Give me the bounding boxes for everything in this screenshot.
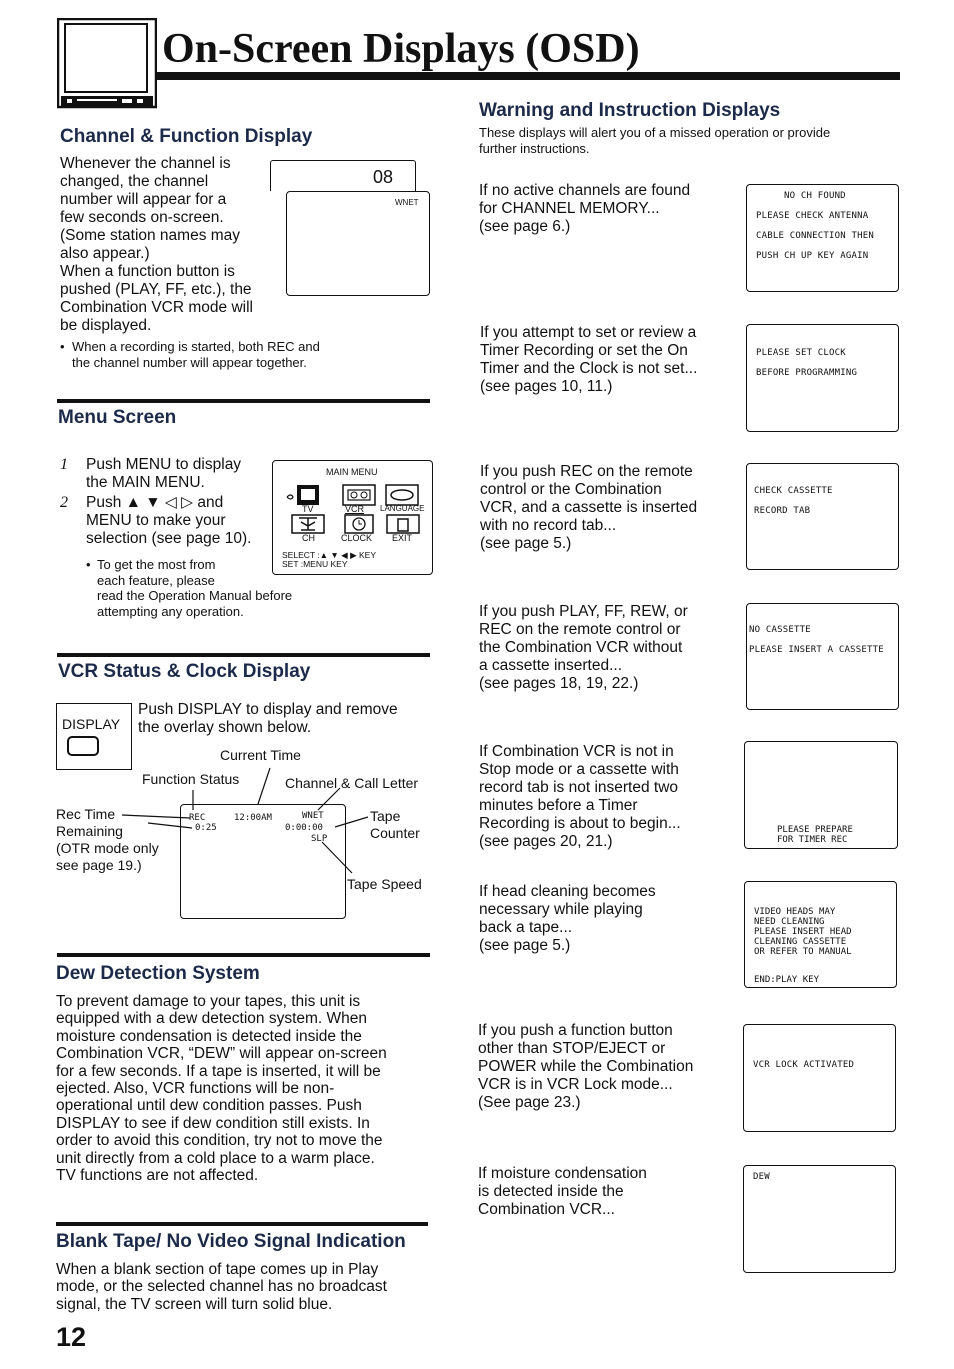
vcr-status-desc: Push DISPLAY to display and remove the overlay shown below.	[138, 701, 398, 736]
warning-text-1: If no active channels are found for CHANNEL MEMORY... (see page 6.)	[479, 182, 691, 235]
vcr-status-heading: VCR Status & Clock Display	[58, 661, 311, 682]
blank-text: When a blank section of tape comes up in Play mode, or the selected channel has no broadcast signal, the TV screen will turn solid blue.	[56, 1261, 387, 1313]
page-title: On-Screen Displays (OSD)	[162, 26, 640, 72]
tv-menu-label: TV	[302, 504, 314, 514]
exit-menu-label: EXIT	[392, 533, 413, 543]
warning-screen-8	[743, 1165, 896, 1273]
warning-text-3: If you push REC on the remote control or the Combination VCR, and a cassette is inserted with no record tab... (see page 5.)	[480, 463, 698, 552]
tape-speed-label: Tape Speed	[347, 876, 422, 892]
display-button-label: DISPLAY	[62, 716, 121, 732]
blank-rule	[56, 1222, 428, 1226]
osd-station: WNET	[302, 811, 324, 821]
warning-text-4: If you push PLAY, FF, REW, or REC on the remote control or the Combination VCR without a cassette inserted... (see pages 18, 19, 22.)	[479, 603, 688, 692]
main-menu-title: MAIN MENU	[326, 467, 378, 477]
osd-counter: 0:00:00	[285, 823, 323, 833]
warning-osd-8: DEW	[753, 1172, 770, 1182]
menu-heading: Menu Screen	[58, 407, 177, 428]
warning-osd-5: PLEASE PREPARE FOR TIMER REC	[777, 825, 853, 845]
warning-screen-1	[746, 184, 899, 292]
channel-note: • When a recording is started, both REC and the channel number will appear together.	[60, 339, 320, 370]
osd-rec: REC	[189, 813, 206, 823]
warning-text-8: If moisture condensation is detected inside the Combination VCR...	[478, 1165, 647, 1218]
dew-text: To prevent damage to your tapes, this unit is equipped with a dew detection system. When moisture condensation is detected inside the Combination VCR, “DEW” will appear on-screen for a few seconds. If a tape is inserted, it will be ejected. Also, VCR functions will be non- operational until dew condition passes. Push DISPLAY to see if dew condition still exists. In order to avoid this condition, try not to move the unit directly from a cold place to a warm place. TV functions are not affected.	[56, 993, 387, 1185]
warning-intro: These displays will alert you of a missed operation or provide further instructions.	[479, 125, 831, 156]
warning-osd-2: PLEASE SET CLOCK BEFORE PROGRAMMING	[756, 348, 858, 378]
menu-step2-number: 2	[60, 494, 68, 511]
warning-screen-7	[743, 1024, 896, 1132]
blank-heading: Blank Tape/ No Video Signal Indication	[56, 1231, 406, 1252]
warning-text-6: If head cleaning becomes necessary while playing back a tape... (see page 5.)	[479, 883, 656, 954]
dew-heading: Dew Detection System	[56, 963, 260, 984]
menu-note: • To get the most from each feature, please read the Operation Manual before attempting any operation.	[86, 557, 293, 619]
warning-heading: Warning and Instruction Displays	[479, 100, 781, 121]
language-menu-label: LANGUAGE	[380, 504, 425, 513]
menu-step2-text: Push ▲ ▼ ◁ ▷ and MENU to make your selection (see page 10).	[86, 494, 252, 547]
channel-number: 08	[373, 167, 394, 187]
rec-time-label: Rec Time Remaining (OTR mode only see page 19.)	[56, 806, 159, 873]
warning-screen-5	[744, 741, 898, 849]
warning-screen-2	[746, 324, 899, 432]
function-status-label: Function Status	[142, 771, 240, 787]
select-key-line: SELECT :▲ ▼ ◀ ▶ KEY	[282, 550, 376, 560]
warning-osd-6: VIDEO HEADS MAY NEED CLEANING PLEASE INSERT HEAD CLEANING CASSETTE OR REFER TO MANUAL	[754, 907, 852, 957]
set-key-line: SET :MENU KEY	[282, 559, 348, 569]
menu-step1-text: Push MENU to display the MAIN MENU.	[86, 456, 242, 491]
osd-remaining: 0:25	[195, 823, 217, 833]
current-time-label: Current Time	[220, 747, 301, 763]
warning-screen-3	[746, 463, 899, 570]
ch-menu-label: CH	[302, 533, 315, 543]
warning-screen-6	[744, 881, 897, 988]
warning-osd-4: NO CASSETTE PLEASE INSERT A CASSETTE	[749, 625, 884, 655]
warning-osd-7: VCR LOCK ACTIVATED	[753, 1060, 855, 1070]
channel-text: Whenever the channel is changed, the channel number will appear for a few seconds on-screen. (Some station names may also appear.) When a function button is pushed (PLAY, FF, etc.), the Combination VCR mode will be displayed.	[60, 155, 253, 334]
page-number: 12	[56, 1322, 87, 1352]
warning-screen-4	[746, 603, 899, 710]
warning-osd-1: NO CH FOUND PLEASE CHECK ANTENNA CABLE CONNECTION THEN PUSH CH UP KEY AGAIN	[756, 191, 874, 261]
vcr-menu-label: VCR	[345, 504, 365, 514]
tape-counter-label: Tape Counter	[370, 808, 420, 841]
menu-step1-number: 1	[60, 456, 68, 473]
osd-time: 12:00AM	[234, 813, 272, 823]
warning-text-7: If you push a function button other than STOP/EJECT or POWER while the Combination VCR is in VCR Lock mode... (See page 23.)	[478, 1022, 694, 1111]
warning-osd-6-footer: END:PLAY KEY	[754, 975, 820, 985]
channel-station: WNET	[395, 198, 419, 207]
warning-text-5: If Combination VCR is not in Stop mode or a cassette with record tab is not inserted two minutes before a Timer Recording is about to begin... (see pages 20, 21.)	[479, 743, 681, 850]
channel-heading: Channel & Function Display	[60, 126, 313, 147]
warning-text-2: If you attempt to set or review a Timer Recording or set the On Timer and the Clock is not set... (see pages 10, 11.)	[480, 324, 698, 395]
channel-call-label: Channel & Call Letter	[285, 775, 419, 791]
osd-speed: SLP	[311, 834, 328, 844]
warning-osd-3: CHECK CASSETTE RECORD TAB	[754, 486, 833, 516]
clock-menu-label: CLOCK	[341, 533, 373, 543]
dew-rule	[57, 953, 430, 957]
